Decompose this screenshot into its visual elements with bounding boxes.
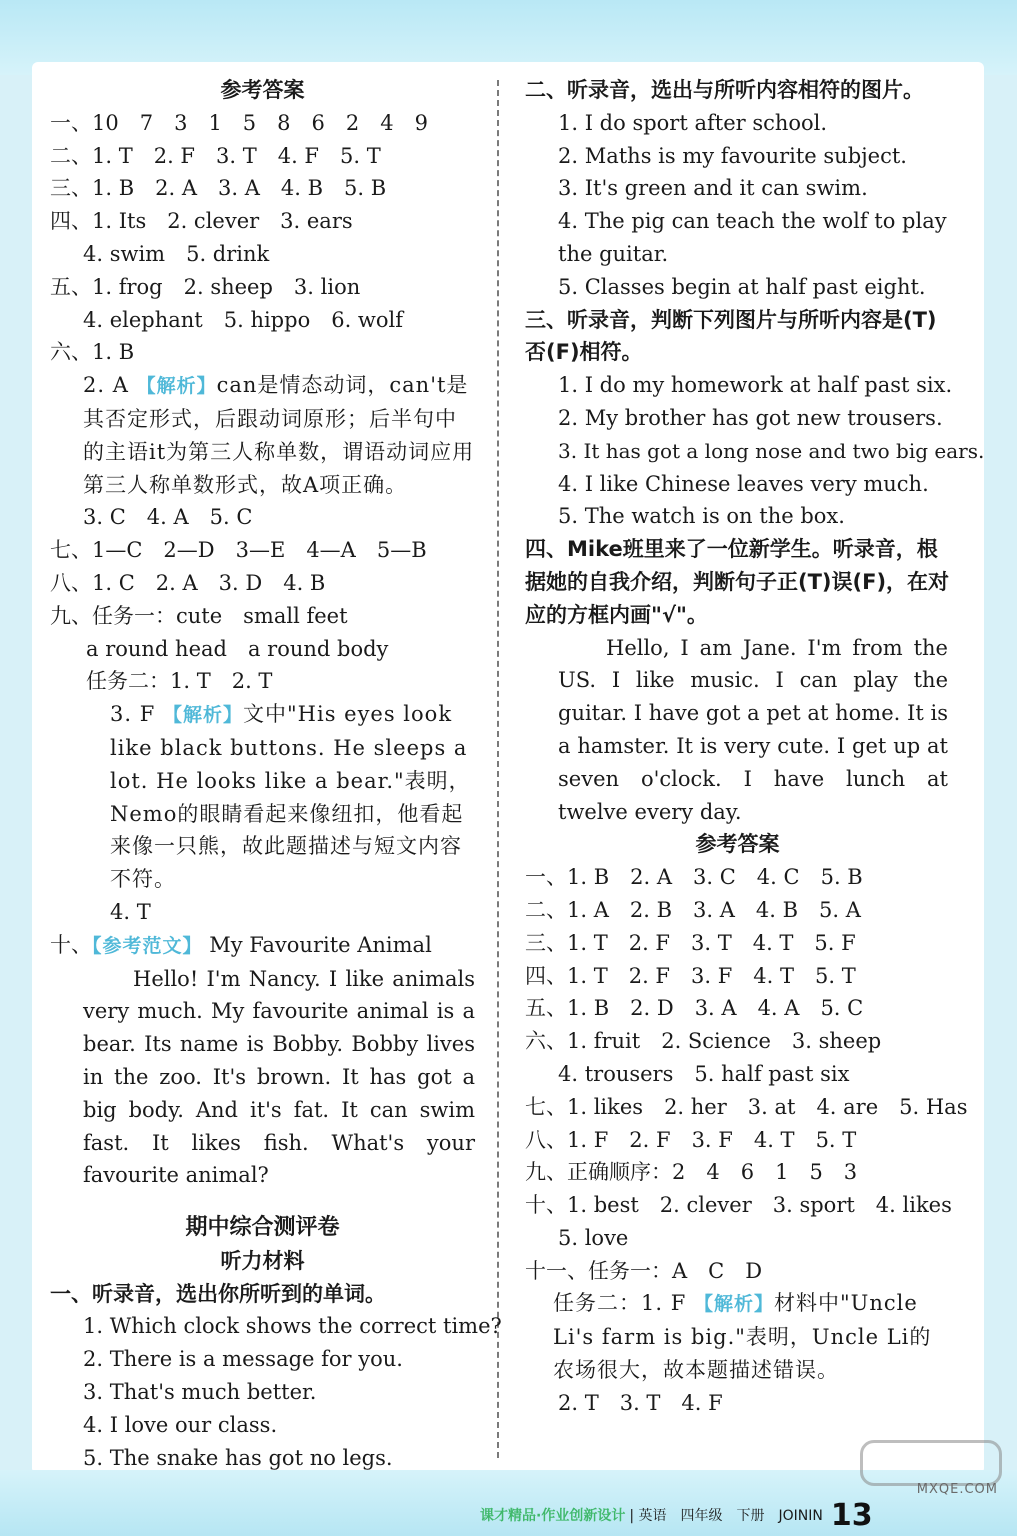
answer-line: 十一、任务一：A C D <box>525 1258 763 1283</box>
answer-line: a round head a round body <box>86 636 389 661</box>
answer-line: 5. love <box>558 1225 629 1250</box>
answer-line: 四、1. Its 2. clever 3. ears <box>50 209 353 234</box>
listening-part-1-heading: 一、听录音，选出你所听到的单词。 <box>50 1281 386 1306</box>
analysis-note: 材料中"Uncle Li's farm is big."表明，Uncle Li的农场很大，故本题描述错误。 <box>553 1291 932 1383</box>
answer-line: 七、1—C 2—D 3—E 4—A 5—B <box>50 538 427 563</box>
listening-passage: Hello, I am Jane. I'm from the US. I like music. I can play the guitar. I have got a pet at home. It is a hamster. It is very cute. I get up at seven o'clock. I have lunch at twelve every day. <box>558 635 948 824</box>
answer-line: 七、1. likes 2. her 3. at 4. are 5. Has <box>525 1094 968 1119</box>
answer-prefix: 3. F <box>110 702 156 727</box>
answer-line: 九、正确顺序：2 4 6 1 5 3 <box>525 1160 858 1185</box>
analysis-block <box>50 369 478 501</box>
answer-line: 一、1. B 2. A 3. C 4. C 5. B <box>525 865 863 890</box>
section-number: 十、 <box>50 932 92 957</box>
answer-prefix: 2. A <box>83 373 129 398</box>
answer-line: 九、任务一：cute small feet <box>50 603 348 628</box>
answer-line: 六、1. fruit 2. Science 3. sheep <box>525 1029 882 1054</box>
watermark-site: MXQE.COM <box>916 1482 998 1497</box>
analysis-note: 文中"His eyes look like black buttons. He sleeps a lot. He looks like a bear."表明，Nemo的眼睛看起来像纽扣，他看起来像一只熊，故此题描述与短文内容不符。 <box>110 702 471 892</box>
analysis-note: can是情态动词，can't是其否定形式，后跟动词原形；后半句中的主语it为第三人称单数，谓语动词应用第三人称单数形式，故A项正确。 <box>83 373 475 497</box>
answer-line: 六、1. B <box>50 340 135 365</box>
answer-line: 五、1. B 2. D 3. A 4. A 5. C <box>525 996 864 1021</box>
analysis-tag: 【解析】 <box>136 375 217 398</box>
essay-title: My Favourite Animal <box>209 932 432 957</box>
left-column <box>50 74 502 1474</box>
listening-item: 3. It has got a long nose and two big ears. <box>558 438 985 463</box>
answer-line: 2. T 3. T 4. F <box>558 1390 723 1415</box>
sample-essay-tag: 【参考范文】 <box>92 934 203 957</box>
listening-part-4-heading: 四、Mike班里来了一位新学生。听录音，根据她的自我介绍，判断句子正(T)误(F)，在对应的方框内画"√"。 <box>525 537 950 627</box>
listening-item: 1. I do my homework at half past six. <box>558 373 953 398</box>
answer-line: 二、1. T 2. F 3. T 4. F 5. T <box>50 143 381 168</box>
answers-heading-left: 参考答案 <box>220 78 305 102</box>
watermark-logo-icon <box>860 1440 1002 1486</box>
essay-body: Hello! I'm Nancy. I like animals very much. My favourite animal is a bear. Its name is Bobby. Bobby lives in the zoo. It's brown. It has got a big body. And it's fat. It can swim fast. It likes fish. What's your favourite animal? <box>83 966 475 1188</box>
listening-title: 听力材料 <box>220 1248 305 1273</box>
answer-line: 4. T <box>110 899 151 924</box>
right-column <box>525 74 985 1420</box>
listening-item: 5. The watch is on the box. <box>558 504 845 529</box>
answer-line: 任务二：1. T 2. T <box>86 669 273 694</box>
answer-line: 十、1. best 2. clever 3. sport 4. likes <box>525 1193 952 1218</box>
listening-part-3-heading: 三、听录音，判断下列图片与所听内容是(T)否(F)相符。 <box>525 307 937 365</box>
essay-heading <box>50 929 475 963</box>
answer-line: 八、1. C 2. A 3. D 4. B <box>50 570 326 595</box>
answer-line: 4. elephant 5. hippo 6. wolf <box>83 307 404 332</box>
footer-series: 课才精品·作业创新设计 <box>480 1508 626 1524</box>
answer-line: 五、1. frog 2. sheep 3. lion <box>50 274 361 299</box>
listening-item: 4. I love our class. <box>83 1412 278 1437</box>
analysis-tag: 【解析】 <box>162 704 243 727</box>
midterm-title: 期中综合测评卷 <box>185 1215 340 1241</box>
listening-item: 5. Classes begin at half past eight. <box>558 274 926 299</box>
listening-item: 2. There is a message for you. <box>83 1347 403 1372</box>
answer-line: 八、1. F 2. F 3. F 4. T 5. T <box>525 1127 857 1152</box>
listening-part-2-heading: 二、听录音，选出与所听内容相符的图片。 <box>525 78 924 102</box>
analysis-tag: 【解析】 <box>693 1293 774 1316</box>
answer-line: 三、1. T 2. F 3. T 4. T 5. F <box>525 930 856 955</box>
page-number: 13 <box>830 1497 873 1533</box>
answer-line: 二、1. A 2. B 3. A 4. B 5. A <box>525 897 861 922</box>
answer-line: 一、10 7 3 1 5 8 6 2 4 9 <box>50 110 428 135</box>
answer-line: 三、1. B 2. A 3. A 4. B 5. B <box>50 176 387 201</box>
column-divider <box>497 80 499 1458</box>
listening-item: 2. My brother has got new trousers. <box>558 405 943 430</box>
listening-item: 2. Maths is my favourite subject. <box>558 143 907 168</box>
listening-item: 3. That's much better. <box>83 1380 317 1405</box>
footer-subject: | 英语 四年级 下册 JOININ <box>629 1508 823 1524</box>
answer-prefix: 任务二：1. F <box>553 1291 687 1316</box>
page-footer <box>480 1497 1000 1533</box>
listening-item: 4. The pig can teach the wolf to play the guitar. <box>558 209 947 266</box>
analysis-block <box>525 1287 950 1386</box>
listening-item: 1. Which clock shows the correct time? <box>83 1314 502 1339</box>
listening-item: 3. It's green and it can swim. <box>558 176 868 201</box>
listening-item: 5. The snake has got no legs. <box>83 1445 393 1470</box>
analysis-block <box>50 698 472 896</box>
listening-item: 4. I like Chinese leaves very much. <box>558 471 929 496</box>
answer-line: 3. C 4. A 5. C <box>83 505 253 530</box>
answer-line: 4. trousers 5. half past six <box>558 1061 850 1086</box>
answers-heading-right: 参考答案 <box>695 832 780 857</box>
answer-line: 四、1. T 2. F 3. F 4. T 5. T <box>525 963 856 988</box>
watermark <box>862 1440 1002 1500</box>
answer-line: 4. swim 5. drink <box>83 241 270 266</box>
listening-item: 1. I do sport after school. <box>558 110 828 135</box>
